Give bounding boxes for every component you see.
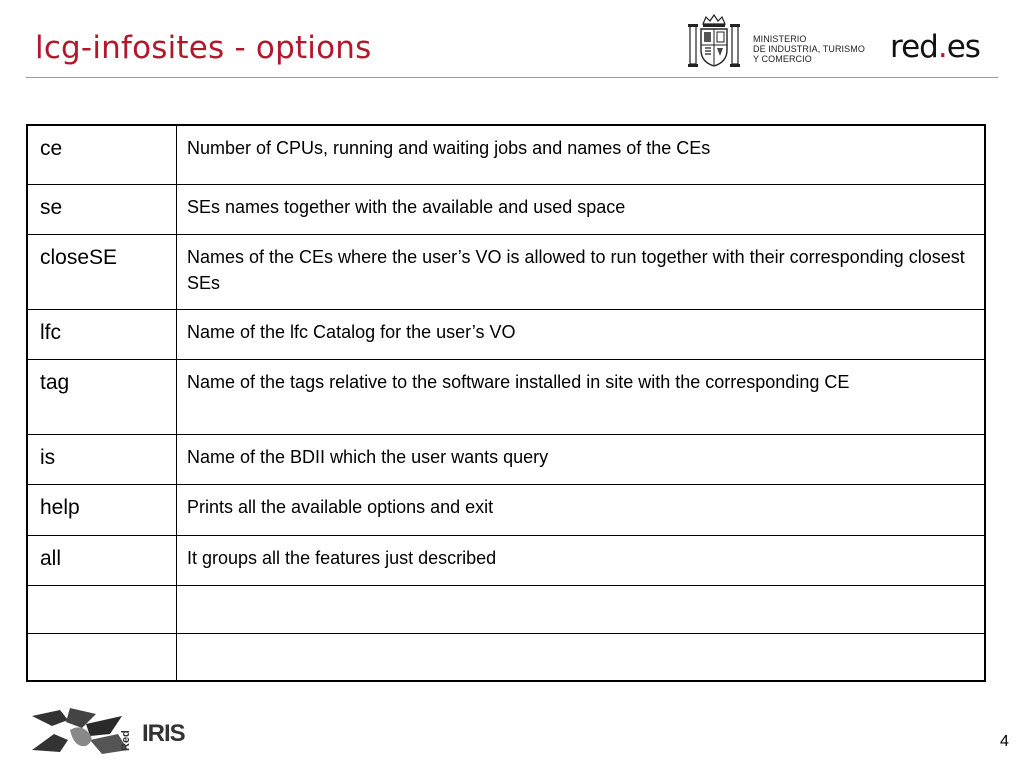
option-name-cell: all [27,535,177,585]
option-name-cell: is [27,434,177,484]
option-description-cell: SEs names together with the available and used space [177,184,986,234]
table-row [27,484,985,535]
red-es-suffix: es [946,29,980,65]
red-es-logo [890,27,980,67]
options-table-body [27,125,985,681]
page-number: 4 [1000,733,1009,750]
rediris-iris-text: IRIS [142,720,185,747]
option-name-cell: se [27,184,177,234]
spanish-coat-of-arms-logo [686,12,742,70]
options-table [26,124,986,682]
table-row [27,234,985,309]
ministry-line: MINISTERIO [753,34,807,44]
red-es-dot: . [937,29,947,65]
red-es-prefix: red [890,29,938,65]
option-description-cell: Number of CPUs, running and waiting jobs and names of the CEs [177,125,986,184]
option-name-cell: lfc [27,309,177,359]
ministry-line: DE INDUSTRIA, TURISMO [753,44,865,54]
option-description-cell: Name of the BDII which the user wants query [177,434,986,484]
option-description-cell: Prints all the available options and exit [177,484,986,535]
table-row [27,535,985,585]
option-description-cell: Name of the lfc Catalog for the user’s VO [177,309,986,359]
option-description-cell: Name of the tags relative to the software installed in site with the corresponding CE [177,359,986,434]
rediris-red-text: Red [120,730,132,751]
option-name-cell: help [27,484,177,535]
rediris-logo [30,706,190,756]
option-description-cell [177,585,986,633]
option-description-cell: Names of the CEs where the user’s VO is allowed to run together with their corresponding closest SEs [177,234,986,309]
option-name-cell: closeSE [27,234,177,309]
option-name-cell [27,585,177,633]
option-name-cell: ce [27,125,177,184]
option-name-cell: tag [27,359,177,434]
option-description-cell: It groups all the features just described [177,535,986,585]
option-name-cell [27,633,177,681]
table-row [27,434,985,484]
header-divider [26,77,998,78]
table-row [27,309,985,359]
ministry-line: Y COMERCIO [753,54,812,64]
option-description-cell [177,633,986,681]
table-row [27,585,985,633]
table-row [27,633,985,681]
table-row [27,125,985,184]
table-row [27,184,985,234]
table-row [27,359,985,434]
ministry-label [753,34,865,64]
slide-title: lcg-infosites - options [35,30,372,66]
